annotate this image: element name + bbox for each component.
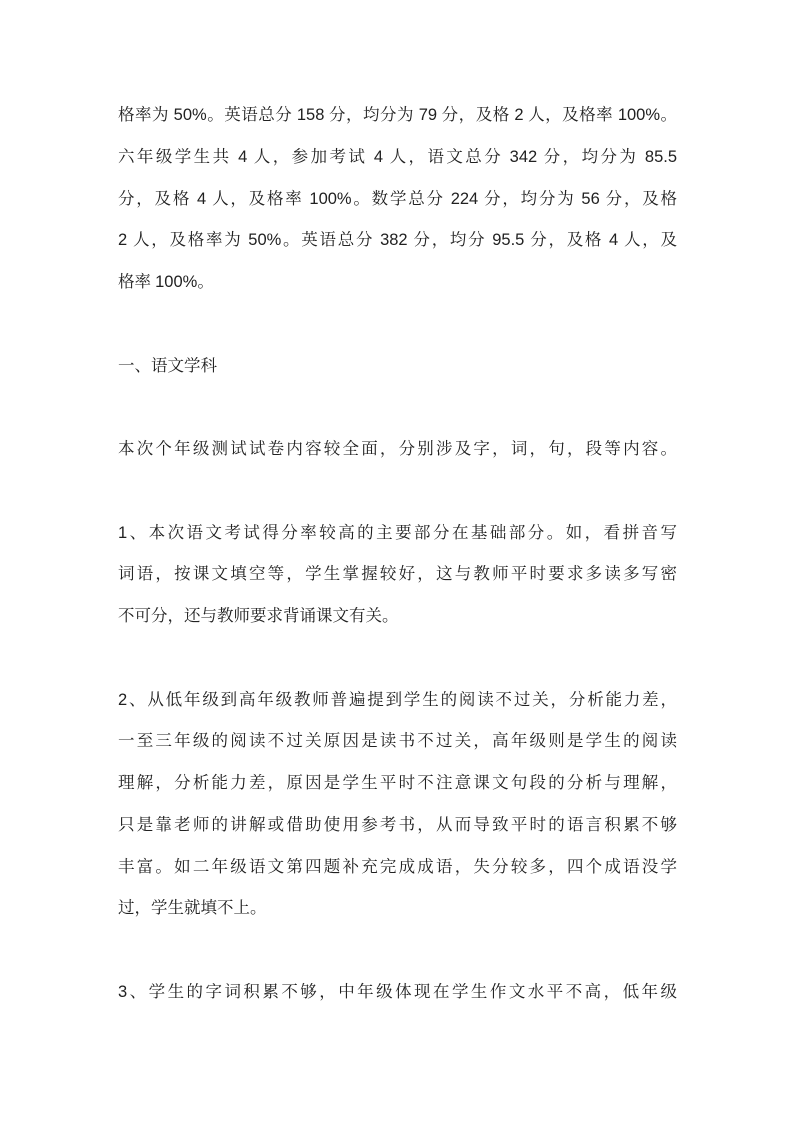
- text-line: 词语，按课文填空等，学生掌握较好，这与教师平时要求多读多写密: [118, 564, 677, 584]
- paragraph-section-heading: [118, 345, 677, 387]
- paragraph-point-3: [118, 971, 677, 1013]
- paragraph-stats-summary: [118, 94, 677, 303]
- text-line: 只是靠老师的讲解或借助使用参考书，从而导致平时的语言积累不够: [118, 814, 677, 834]
- text-line: 2 人，及格率为 50%。英语总分 382 分，均分 95.5 分，及格 4 人，及: [118, 230, 677, 250]
- text-line: 理解，分析能力差，原因是学生平时不注意课文句段的分析与理解，: [118, 773, 677, 792]
- text-line: 分，及格 4 人，及格率 100%。数学总分 224 分，均分为 56 分，及格: [118, 188, 677, 208]
- text-line: 格率 100%。: [118, 272, 214, 291]
- text-line: 3、学生的字词积累不够，中年级体现在学生作文水平不高，低年级: [118, 981, 677, 1001]
- text-line: 格率为 50%。英语总分 158 分，均分为 79 分，及格 2 人，及格率 100%。: [118, 105, 677, 124]
- text-line: 过，学生就填不上。: [118, 898, 267, 918]
- text-line: 1、本次语文考试得分率较高的主要部分在基础部分。如，看拼音写: [118, 522, 677, 542]
- section-heading: 一、语文学科: [118, 355, 217, 375]
- paragraph-point-1: [118, 512, 677, 637]
- text-line: 一至三年级的阅读不过关原因是读书不过关，高年级则是学生的阅读: [118, 731, 677, 751]
- paragraph-overview: [118, 428, 677, 470]
- paragraph-point-2: [118, 679, 677, 930]
- text-block: [118, 94, 677, 1013]
- text-line: 丰富。如二年级语文第四题补充完成成语，失分较多，四个成语没学: [118, 856, 677, 876]
- text-line: 2、从低年级到高年级教师普遍提到学生的阅读不过关，分析能力差，: [118, 689, 677, 709]
- text-line: 六年级学生共 4 人，参加考试 4 人，语文总分 342 分，均分为 85.5: [118, 146, 677, 166]
- text-line: 本次个年级测试试卷内容较全面，分别涉及字，词，句，段等内容。: [118, 439, 677, 458]
- text-line: 不可分，还与教师要求背诵课文有关。: [118, 606, 399, 625]
